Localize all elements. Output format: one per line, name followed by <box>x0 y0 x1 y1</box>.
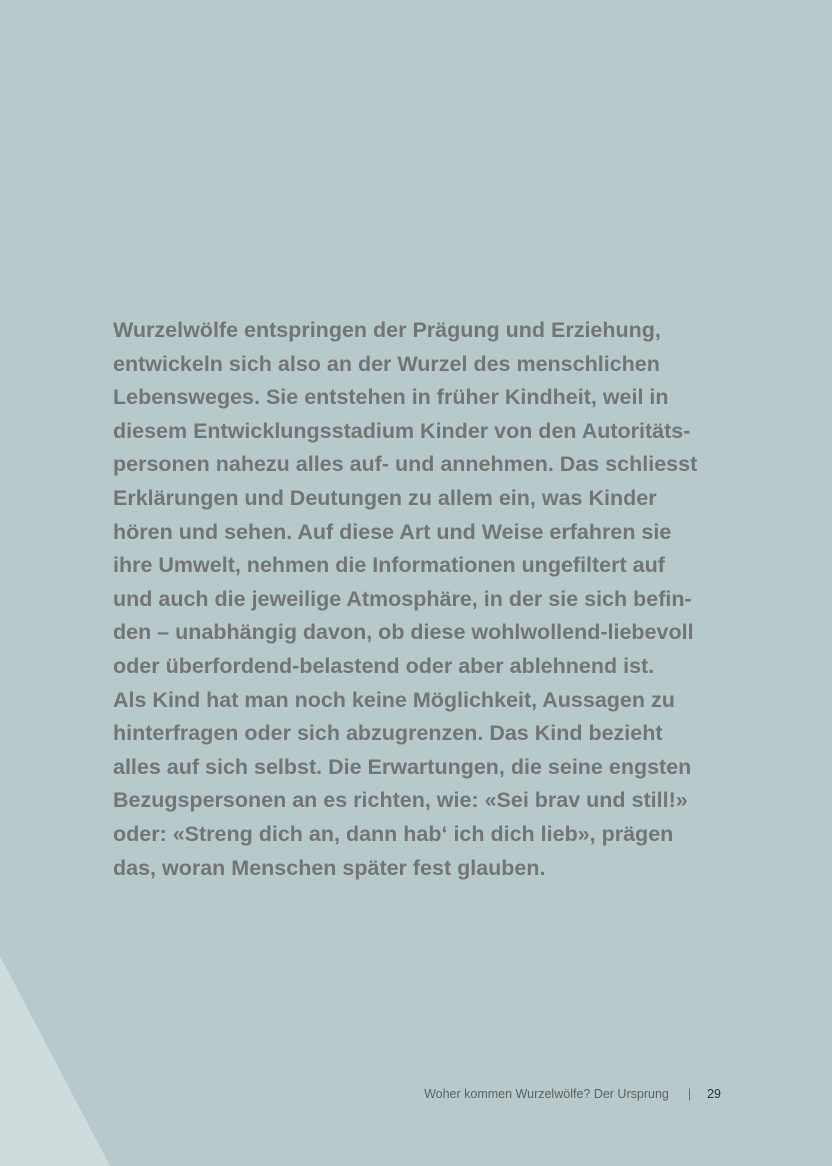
text-line: oder überfordend-belastend oder aber ablehnend ist. <box>113 653 655 678</box>
text-line: Erklärungen und Deutungen zu allem ein, was Kinder <box>113 485 657 510</box>
text-line: personen nahezu alles auf- und annehmen. Das schliesst <box>113 452 698 477</box>
body-paragraph <box>113 314 753 885</box>
text-line: hören und sehen. Auf diese Art und Weise erfahren sie <box>113 519 672 544</box>
text-line: das, woran Menschen später fest glauben. <box>113 855 546 880</box>
text-line: den – unabhängig davon, ob diese wohlwollend-liebevoll <box>113 620 694 645</box>
footer-chapter-title: Woher kommen Wurzelwölfe? Der Ursprung <box>424 1087 669 1101</box>
text-line: ihre Umwelt, nehmen die Informationen ungefiltert auf <box>113 553 665 578</box>
text-line: hinterfragen oder sich abzugrenzen. Das Kind bezieht <box>113 721 663 746</box>
footer-separator: | <box>687 1087 692 1101</box>
text-line: und auch die jeweilige Atmosphäre, in der sie sich befin- <box>113 586 692 611</box>
text-line: Wurzelwölfe entspringen der Prägung und Erziehung, <box>113 318 661 342</box>
text-line: Als Kind hat man noch keine Möglichkeit, Aussagen zu <box>113 687 675 712</box>
text-line: Bezugspersonen an es richten, wie: «Sei brav und still!» <box>113 788 688 813</box>
text-line: oder: «Streng dich an, dann hab‘ ich dich lieb», prägen <box>113 821 674 846</box>
text-line: alles auf sich selbst. Die Erwartungen, die seine engsten <box>113 754 692 779</box>
page-number: 29 <box>707 1087 721 1101</box>
text-line: diesem Entwicklungsstadium Kinder von den Autoritäts- <box>113 418 691 443</box>
text-line: entwickeln sich also an der Wurzel des menschlichen <box>113 351 660 376</box>
page-footer <box>424 1085 721 1103</box>
text-line: Lebensweges. Sie entstehen in früher Kindheit, weil in <box>113 385 669 410</box>
corner-triangle <box>0 956 110 1166</box>
